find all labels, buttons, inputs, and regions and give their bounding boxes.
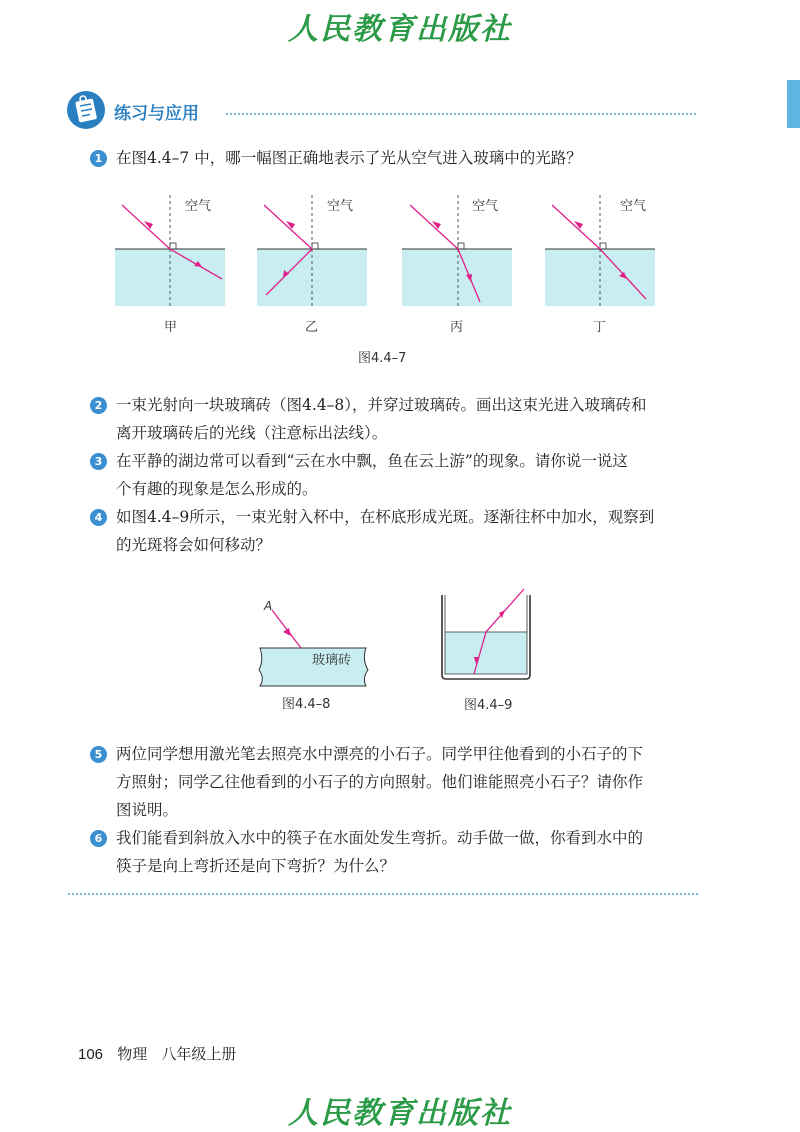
question-3-line-1: 在平静的湖边常可以看到“云在水中飘，鱼在云上游”的现象。请你说一说这 xyxy=(116,452,628,470)
figure-4-4-8 xyxy=(250,590,380,715)
question-number-5: 5 xyxy=(90,746,107,763)
panel-label-yi: 乙 xyxy=(305,320,319,335)
subject-label: 物理 xyxy=(117,1046,148,1063)
question-6-line-1: 我们能看到斜放入水中的筷子在水面处发生弯折。动手做一做，你看到水中的 xyxy=(116,829,644,847)
glass-block-label: 玻璃砖 xyxy=(312,653,352,668)
panel-label-jia: 甲 xyxy=(164,320,178,335)
figure-4-4-9 xyxy=(436,585,546,715)
question-5-line-2: 方照射；同学乙往他看到的小石子的方向照射。他们谁能照亮小石子？请你作 xyxy=(116,773,644,791)
question-3-line-2: 个有趣的现象是怎么形成的。 xyxy=(116,480,318,498)
question-2-line-2: 离开玻璃砖后的光线（注意标出法线）。 xyxy=(116,424,388,442)
question-number-1: 1 xyxy=(90,150,107,167)
side-tab xyxy=(787,80,800,128)
figure-4-4-7 xyxy=(100,185,680,370)
air-label-jia: 空气 xyxy=(185,199,212,214)
page-number: 106 xyxy=(78,1046,104,1063)
figure-4-4-7-caption: 图4.4–7 xyxy=(358,351,407,366)
ray-label-a: A xyxy=(264,599,273,613)
section-divider xyxy=(226,113,696,115)
figure-4-4-9-caption: 图4.4–9 xyxy=(464,698,513,713)
exercise-icon xyxy=(66,90,106,130)
section-end-divider xyxy=(68,893,698,895)
question-5-line-1: 两位同学想用激光笔去照亮水中漂亮的小石子。同学甲往他看到的小石子的下 xyxy=(116,745,644,763)
page-footer xyxy=(78,1043,236,1064)
publisher-logo-top: 人民教育出版社 xyxy=(288,12,512,47)
question-number-6: 6 xyxy=(90,830,107,847)
publisher-logo-bottom: 人民教育出版社 xyxy=(288,1096,512,1131)
grade-label: 八年级上册 xyxy=(161,1046,237,1063)
question-6-line-2: 筷子是向上弯折还是向下弯折？为什么？ xyxy=(116,857,396,875)
question-1-line-1: 在图4.4–7 中，哪一幅图正确地表示了光从空气进入玻璃中的光路？ xyxy=(116,149,582,167)
question-number-3: 3 xyxy=(90,453,107,470)
question-4-line-2: 的光斑将会如何移动？ xyxy=(116,536,272,554)
question-2-line-1: 一束光射向一块玻璃砖（图4.4–8），并穿过玻璃砖。画出这束光进入玻璃砖和 xyxy=(116,396,647,414)
question-5-line-3: 图说明。 xyxy=(116,801,179,819)
panel-label-ding: 丁 xyxy=(593,320,607,335)
question-4-line-1: 如图4.4–9所示，一束光射入杯中，在杯底形成光斑。逐渐往杯中加水，观察到 xyxy=(116,508,655,526)
figure-4-4-8-caption: 图4.4–8 xyxy=(282,697,331,712)
panel-label-bing: 丙 xyxy=(450,320,464,335)
air-label-bing: 空气 xyxy=(472,199,499,214)
air-label-yi: 空气 xyxy=(327,199,354,214)
air-label-ding: 空气 xyxy=(620,199,647,214)
question-number-4: 4 xyxy=(90,509,107,526)
section-title: 练习与应用 xyxy=(114,104,199,124)
question-number-2: 2 xyxy=(90,397,107,414)
